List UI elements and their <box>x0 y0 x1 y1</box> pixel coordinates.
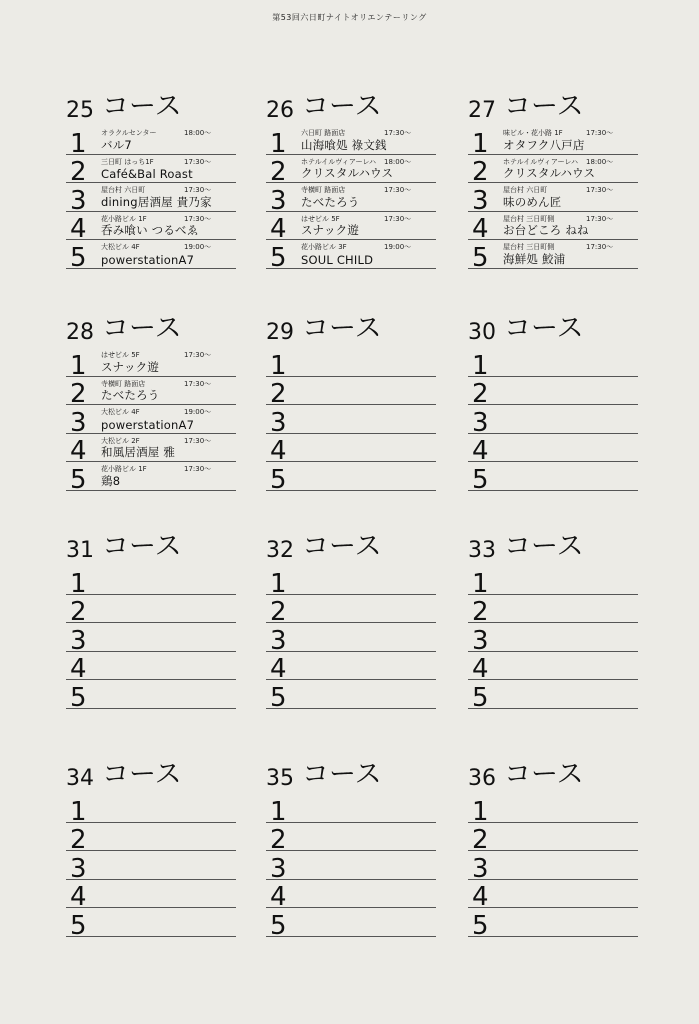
stop-row <box>468 348 638 381</box>
stop-row <box>468 240 638 273</box>
stop-number: 4 <box>270 882 287 912</box>
stop-time: 17:30～ <box>384 214 412 223</box>
course-number: 33 <box>468 538 496 563</box>
stop-list <box>66 126 236 273</box>
course-block <box>66 306 236 495</box>
stop-time: 17:30～ <box>184 351 212 359</box>
stop-row <box>66 595 236 627</box>
stop-name: SOUL CHILD <box>301 252 374 267</box>
stop-time: 17:30～ <box>384 129 412 137</box>
course-label: コース <box>504 91 584 122</box>
stop-number: 5 <box>70 682 87 713</box>
stop-name: たべたろう <box>301 194 360 209</box>
stop-row <box>468 183 638 216</box>
stop-row <box>266 126 436 159</box>
stop-name: 鶏8 <box>101 473 121 488</box>
stop-number: 4 <box>270 214 287 244</box>
stop-number: 1 <box>70 568 87 599</box>
stop-row <box>266 823 436 855</box>
stop-location: 花小路ビル 1F <box>101 214 147 223</box>
stop-name: powerstationA7 <box>101 252 195 267</box>
course-heading <box>468 752 638 791</box>
stop-name: dining居酒屋 貴乃家 <box>101 194 212 209</box>
stop-location: 屋台村 三日町側 <box>503 214 555 223</box>
stop-number: 5 <box>70 242 87 273</box>
stop-number: 2 <box>270 157 287 187</box>
stop-number: 5 <box>70 464 87 495</box>
stop-name: バル7 <box>101 137 132 152</box>
course-label: コース <box>504 759 584 790</box>
stop-time: 18:00～ <box>184 129 212 137</box>
stop-location: 寺横町 路面店 <box>301 186 346 194</box>
stop-number: 1 <box>472 128 489 159</box>
course-block <box>468 752 638 941</box>
stop-location: はせビル 5F <box>301 214 340 223</box>
stop-number: 1 <box>70 796 87 827</box>
stop-name: クリスタルハウス <box>301 166 394 180</box>
stop-row <box>266 623 436 656</box>
stop-number: 2 <box>270 825 287 855</box>
course-number: 30 <box>468 320 496 345</box>
stop-number: 1 <box>472 350 489 381</box>
stop-number: 2 <box>70 379 87 409</box>
document-title: 第53回六日町ナイトオリエンテーリング <box>272 13 427 22</box>
stop-time: 17:30～ <box>586 243 614 251</box>
course-label: コース <box>102 759 182 790</box>
stop-time: 17:30～ <box>184 379 212 388</box>
stop-list <box>66 794 236 941</box>
course-heading <box>66 306 236 345</box>
stop-number: 3 <box>472 625 489 656</box>
stop-number: 4 <box>270 654 287 684</box>
stop-name: 味のめん匠 <box>503 194 562 209</box>
course-number: 27 <box>468 98 496 123</box>
stop-name: Café&Bal Roast <box>101 167 193 181</box>
stop-name: powerstationA7 <box>101 417 195 432</box>
stop-row <box>266 377 436 409</box>
stop-number: 4 <box>70 654 87 684</box>
stop-location: ホテルイルヴィアーレハ <box>301 157 377 166</box>
stop-row <box>66 623 236 656</box>
stop-name: 呑み喰い つるべゑ <box>101 223 199 237</box>
course-block <box>266 84 436 273</box>
stop-list <box>266 794 436 941</box>
stop-time: 17:30～ <box>184 186 212 194</box>
stop-number: 2 <box>270 379 287 409</box>
stop-name: スナック遊 <box>301 223 360 237</box>
stop-name: 和風居酒屋 雅 <box>101 445 176 459</box>
course-label: コース <box>302 759 382 790</box>
stop-row <box>66 155 236 187</box>
stop-row <box>66 212 236 244</box>
stop-row <box>266 566 436 599</box>
stop-number: 2 <box>472 825 489 855</box>
stop-number: 5 <box>70 910 87 941</box>
course-label: コース <box>102 531 182 562</box>
stop-list <box>468 794 638 941</box>
stop-row <box>66 377 236 409</box>
stop-number: 2 <box>472 379 489 409</box>
course-label: コース <box>302 531 382 562</box>
stop-time: 17:30～ <box>184 436 212 445</box>
stop-number: 3 <box>270 625 287 656</box>
stop-number: 2 <box>472 597 489 627</box>
stop-time: 17:30～ <box>184 157 212 166</box>
stop-row <box>266 880 436 912</box>
stop-time: 18:00～ <box>586 157 614 166</box>
stop-row <box>66 880 236 912</box>
course-heading <box>468 84 638 123</box>
stop-row <box>468 652 638 684</box>
course-block <box>468 524 638 713</box>
course-label: コース <box>302 313 382 344</box>
stop-row <box>66 851 236 884</box>
stop-location: 大松ビル 4F <box>101 243 140 251</box>
course-block <box>266 752 436 941</box>
stop-row <box>266 908 436 941</box>
course-heading <box>66 752 236 791</box>
stop-time: 19:00～ <box>184 408 212 416</box>
stop-number: 4 <box>472 882 489 912</box>
course-label: コース <box>302 91 382 122</box>
course-block <box>66 752 236 941</box>
course-heading <box>468 306 638 345</box>
stop-row <box>266 595 436 627</box>
stop-number: 2 <box>70 825 87 855</box>
course-number: 28 <box>66 320 94 345</box>
stop-row <box>66 240 236 273</box>
stop-row <box>468 377 638 409</box>
stop-time: 17:30～ <box>586 214 614 223</box>
stop-list <box>468 126 638 273</box>
stop-location: 三日町 はっち1F <box>101 157 154 166</box>
stop-number: 1 <box>472 796 489 827</box>
stop-number: 4 <box>70 436 87 466</box>
stop-row <box>468 823 638 855</box>
stop-row <box>66 566 236 599</box>
stop-name: スナック遊 <box>101 359 160 374</box>
course-label: コース <box>102 313 182 344</box>
course-number: 34 <box>66 766 94 791</box>
course-number: 29 <box>266 320 294 345</box>
stop-location: はせビル 5F <box>101 351 140 359</box>
stop-location: ホテルイルヴィアーレハ <box>503 157 579 166</box>
stop-row <box>266 851 436 884</box>
stop-list <box>266 566 436 713</box>
stop-number: 3 <box>70 407 87 438</box>
stop-row <box>468 880 638 912</box>
stop-time: 18:00～ <box>384 157 412 166</box>
stop-number: 2 <box>270 597 287 627</box>
stop-row <box>468 851 638 884</box>
stop-name: 山海喰処 祿文銭 <box>301 137 387 152</box>
stop-number: 5 <box>472 910 489 941</box>
course-block <box>66 84 236 273</box>
stop-number: 2 <box>70 597 87 627</box>
stop-location: 屋台村 三日町側 <box>503 243 555 251</box>
course-label: コース <box>504 531 584 562</box>
stop-location: 屋台村 六日町 <box>503 186 548 194</box>
stop-number: 3 <box>70 185 87 216</box>
stop-row <box>468 155 638 187</box>
stop-row <box>266 434 436 466</box>
course-number: 32 <box>266 538 294 563</box>
stop-row <box>66 908 236 941</box>
course-block <box>468 84 638 273</box>
course-label: コース <box>102 91 182 122</box>
stop-number: 1 <box>270 128 287 159</box>
stop-number: 5 <box>270 464 287 495</box>
stop-row <box>66 183 236 216</box>
stop-number: 4 <box>472 654 489 684</box>
stop-location: 屋台村 六日町 <box>101 186 146 194</box>
stop-row <box>468 680 638 713</box>
stop-number: 5 <box>472 464 489 495</box>
stop-time: 17:30～ <box>586 186 614 194</box>
stop-location: 寺横町 路面店 <box>101 379 146 388</box>
stop-name: クリスタルハウス <box>503 166 596 180</box>
stop-number: 1 <box>270 350 287 381</box>
stop-row <box>468 212 638 244</box>
course-number: 26 <box>266 98 294 123</box>
stop-number: 1 <box>270 568 287 599</box>
stop-location: オラクルセンター <box>101 129 157 137</box>
course-block <box>266 306 436 495</box>
stop-row <box>266 240 436 273</box>
stop-number: 3 <box>472 185 489 216</box>
stop-row <box>266 348 436 381</box>
stop-row <box>66 405 236 438</box>
course-heading <box>266 306 436 345</box>
stop-number: 3 <box>70 853 87 884</box>
course-heading <box>266 524 436 563</box>
course-heading <box>66 84 236 123</box>
stop-number: 1 <box>70 128 87 159</box>
stop-list <box>66 566 236 713</box>
stop-number: 2 <box>472 157 489 187</box>
course-heading <box>266 752 436 791</box>
stop-list <box>266 348 436 495</box>
stop-number: 4 <box>70 214 87 244</box>
stop-row <box>468 908 638 941</box>
stop-row <box>66 462 236 495</box>
stop-row <box>266 680 436 713</box>
stop-number: 4 <box>270 436 287 466</box>
stop-location: 味ビル・花小路 1F <box>503 129 563 137</box>
course-number: 35 <box>266 766 294 791</box>
stop-number: 3 <box>472 407 489 438</box>
stop-row <box>266 155 436 187</box>
stop-row <box>66 348 236 381</box>
stop-row <box>266 405 436 438</box>
stop-list <box>468 348 638 495</box>
course-number: 36 <box>468 766 496 791</box>
stop-name: オタフク八戸店 <box>503 137 585 152</box>
stop-number: 4 <box>472 436 489 466</box>
stop-row <box>468 595 638 627</box>
stop-number: 4 <box>472 214 489 244</box>
course-block <box>468 306 638 495</box>
course-heading <box>468 524 638 563</box>
course-block <box>66 524 236 713</box>
course-block <box>266 524 436 713</box>
stop-number: 2 <box>70 157 87 187</box>
stop-name: お台どころ ねね <box>503 223 589 237</box>
stop-number: 5 <box>472 682 489 713</box>
stop-number: 4 <box>70 882 87 912</box>
stop-number: 3 <box>270 407 287 438</box>
stop-row <box>468 794 638 827</box>
stop-number: 3 <box>70 625 87 656</box>
stop-row <box>468 405 638 438</box>
stop-time: 17:30～ <box>184 465 212 473</box>
stop-row <box>66 434 236 466</box>
course-number: 25 <box>66 98 94 123</box>
stop-location: 六日町 路面店 <box>301 129 346 137</box>
stop-time: 17:30～ <box>384 186 412 194</box>
stop-row <box>66 126 236 159</box>
stop-row <box>468 566 638 599</box>
stop-row <box>266 652 436 684</box>
stop-row <box>468 623 638 656</box>
stop-time: 17:30～ <box>586 129 614 137</box>
stop-location: 花小路ビル 1F <box>101 465 147 473</box>
stop-row <box>66 794 236 827</box>
stop-location: 大松ビル 2F <box>101 436 140 445</box>
stop-row <box>266 794 436 827</box>
stop-time: 17:30～ <box>184 214 212 223</box>
stop-number: 1 <box>270 796 287 827</box>
stop-name: たべたろう <box>101 388 160 402</box>
stop-row <box>266 183 436 216</box>
stop-location: 大松ビル 4F <box>101 408 140 416</box>
stop-number: 5 <box>270 242 287 273</box>
stop-time: 19:00～ <box>184 243 212 251</box>
stop-number: 1 <box>70 350 87 381</box>
stop-row <box>66 652 236 684</box>
stop-row <box>266 462 436 495</box>
stop-list <box>468 566 638 713</box>
stop-row <box>468 462 638 495</box>
stop-row <box>66 680 236 713</box>
stop-number: 5 <box>270 682 287 713</box>
stop-row <box>66 823 236 855</box>
stop-number: 1 <box>472 568 489 599</box>
stop-location: 花小路ビル 3F <box>301 243 347 251</box>
stop-row <box>266 212 436 244</box>
stop-row <box>468 434 638 466</box>
course-heading <box>66 524 236 563</box>
course-number: 31 <box>66 538 94 563</box>
stop-list <box>66 348 236 495</box>
stop-name: 海鮮処 鮫浦 <box>503 251 566 266</box>
stop-number: 5 <box>472 242 489 273</box>
stop-number: 3 <box>270 185 287 216</box>
stop-number: 5 <box>270 910 287 941</box>
course-heading <box>266 84 436 123</box>
course-label: コース <box>504 313 584 344</box>
stop-row <box>468 126 638 159</box>
stop-time: 19:00～ <box>384 243 412 251</box>
stop-number: 3 <box>270 853 287 884</box>
stop-number: 3 <box>472 853 489 884</box>
stop-list <box>266 126 436 273</box>
